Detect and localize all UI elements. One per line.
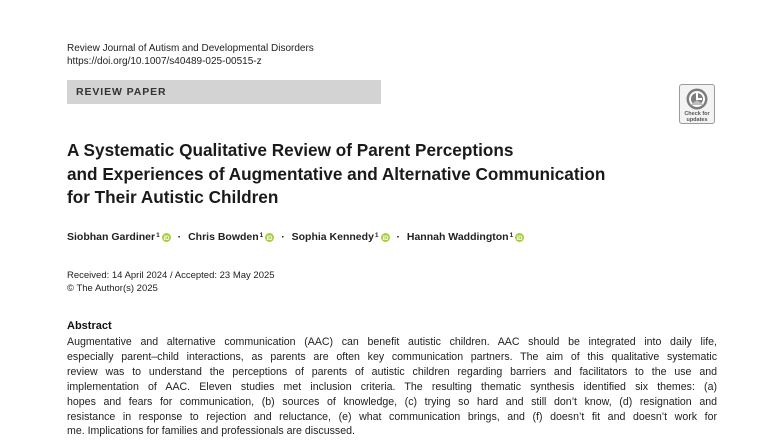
- title-line: and Experiences of Augmentative and Alternative Communication: [67, 163, 606, 184]
- svg-text:iD: iD: [382, 235, 389, 242]
- abstract-line: hopes and fears for communication, (b) sources of knowledge, (c) trying so hard and still don’t know, (d) resignation and: [67, 395, 717, 408]
- abstract-line: implementation of AAC. Eleven studies met inclusion criteria. The resulting thematic synthesis identified six themes: (a): [67, 380, 717, 393]
- abstract-heading: Abstract: [67, 320, 112, 332]
- title-line: A Systematic Qualitative Review of Parent Perceptions: [67, 140, 514, 160]
- abstract-line: me. Implications for families and professionals are discussed.: [67, 425, 355, 438]
- affiliation-marker: 1: [259, 232, 264, 239]
- author[interactable]: [188, 230, 274, 244]
- journal-name: Review Journal of Autism and Developmental Disorders: [67, 43, 314, 54]
- author-separator: ·: [396, 231, 400, 243]
- title-line: for Their Autistic Children: [67, 187, 279, 207]
- abstract-line: resistance in response to rejection and reluctance, (e) what communication brings, and (f) doesn’t fit and doesn’t work for: [67, 410, 717, 423]
- svg-text:iD: iD: [516, 235, 523, 242]
- author-name[interactable]: Hannah Waddington: [406, 231, 509, 243]
- affiliation-marker: 1: [156, 232, 160, 239]
- abstract-body: [67, 335, 717, 439]
- article-type-bar: REVIEW PAPER: [67, 80, 381, 104]
- svg-text:iD: iD: [266, 235, 273, 242]
- badge-line-1: Check for: [684, 111, 710, 117]
- svg-text:iD: iD: [163, 235, 170, 242]
- abstract-line: especially parent–child interactions, as parents are often key communication partners. The aim of this qualitative systematic: [67, 350, 717, 363]
- check-for-updates-button[interactable]: [679, 84, 715, 124]
- author-name[interactable]: Sophia Kennedy: [291, 231, 374, 243]
- orcid-icon[interactable]: [515, 233, 524, 242]
- author[interactable]: [67, 230, 171, 244]
- abstract-line: review was to understand the perceptions of parents of autistic children regarding barriers and facilitators to the use and: [67, 365, 717, 378]
- author-name[interactable]: Chris Bowden: [188, 231, 259, 243]
- article-title: [67, 139, 687, 210]
- doi-link[interactable]: https://doi.org/10.1007/s40489-025-00515-z: [67, 56, 262, 67]
- author-separator: ·: [177, 231, 182, 243]
- orcid-icon[interactable]: [381, 233, 390, 242]
- orcid-icon[interactable]: [265, 233, 274, 242]
- journal-info: [67, 42, 314, 68]
- affiliation-marker: 1: [374, 232, 379, 239]
- article-dates: [67, 270, 275, 295]
- author-separator: ·: [281, 231, 285, 243]
- author[interactable]: [292, 230, 390, 244]
- author-list: [67, 230, 524, 244]
- badge-line-2: updates: [686, 117, 708, 123]
- orcid-icon[interactable]: [162, 233, 171, 242]
- copyright: © The Author(s) 2025: [67, 282, 158, 294]
- affiliation-marker: 1: [509, 232, 514, 239]
- abstract-line: Augmentative and alternative communication (AAC) can benefit autistic children. AAC should be integrated into daily life,: [67, 336, 717, 348]
- author-name[interactable]: Siobhan Gardiner: [67, 231, 156, 243]
- author[interactable]: [407, 230, 524, 244]
- received-accepted: Received: 14 April 2024 / Accepted: 23 May 2025: [67, 270, 275, 281]
- check-for-updates-icon: [685, 87, 709, 111]
